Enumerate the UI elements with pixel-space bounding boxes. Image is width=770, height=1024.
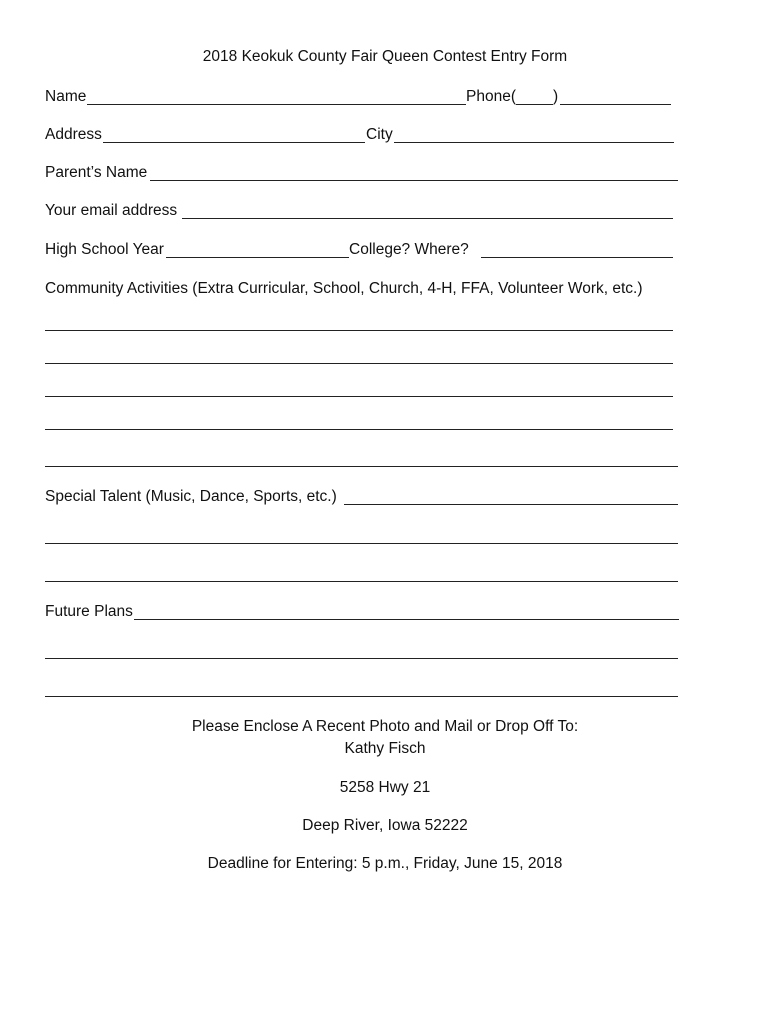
special-talent-label: Special Talent (Music, Dance, Sports, etc.) bbox=[45, 488, 337, 505]
college-field[interactable] bbox=[481, 257, 673, 258]
college-label: College? Where? bbox=[349, 241, 469, 258]
community-activities-label: Community Activities (Extra Curricular, School, Church, 4-H, FFA, Volunteer Work, etc.) bbox=[45, 280, 643, 297]
phone-area-code-field[interactable] bbox=[516, 104, 554, 105]
email-field[interactable] bbox=[182, 218, 673, 219]
street-address: 5258 Hwy 21 bbox=[339, 779, 431, 796]
address-field[interactable] bbox=[101, 142, 365, 143]
phone-label: Phone( bbox=[466, 88, 516, 105]
email-label: Your email address bbox=[45, 202, 178, 219]
future-plans-line-3[interactable] bbox=[45, 696, 678, 697]
future-plans-field[interactable] bbox=[134, 619, 679, 620]
future-plans-label: Future Plans bbox=[45, 603, 133, 620]
community-activities-line-1[interactable] bbox=[45, 330, 673, 331]
future-plans-line-2[interactable] bbox=[45, 658, 678, 659]
phone-number-field[interactable] bbox=[560, 104, 671, 105]
high-school-year-label: High School Year bbox=[45, 241, 164, 258]
community-activities-line-4[interactable] bbox=[45, 429, 673, 430]
form-title: 2018 Keokuk County Fair Queen Contest Entry Form bbox=[202, 48, 568, 65]
city-field[interactable] bbox=[394, 142, 674, 143]
parents-name-label: Parent’s Name bbox=[45, 164, 148, 181]
mailing-instruction: Please Enclose A Recent Photo and Mail or Drop Off To: bbox=[191, 718, 579, 735]
community-activities-line-3[interactable] bbox=[45, 396, 673, 397]
special-talent-field[interactable] bbox=[344, 504, 678, 505]
entry-deadline: Deadline for Entering: 5 p.m., Friday, June 15, 2018 bbox=[207, 855, 563, 872]
contact-name: Kathy Fisch bbox=[344, 740, 426, 757]
community-activities-line-2[interactable] bbox=[45, 363, 673, 364]
city-label: City bbox=[366, 126, 393, 143]
special-talent-line-2[interactable] bbox=[45, 543, 678, 544]
name-field[interactable] bbox=[86, 104, 466, 105]
address-label: Address bbox=[45, 126, 102, 143]
city-state-zip: Deep River, Iowa 52222 bbox=[302, 817, 468, 834]
community-activities-line-5[interactable] bbox=[45, 466, 678, 467]
name-label: Name bbox=[45, 88, 87, 105]
phone-paren-close: ) bbox=[553, 88, 559, 105]
high-school-year-field[interactable] bbox=[166, 257, 349, 258]
parents-name-field[interactable] bbox=[150, 180, 678, 181]
special-talent-line-3[interactable] bbox=[45, 581, 678, 582]
